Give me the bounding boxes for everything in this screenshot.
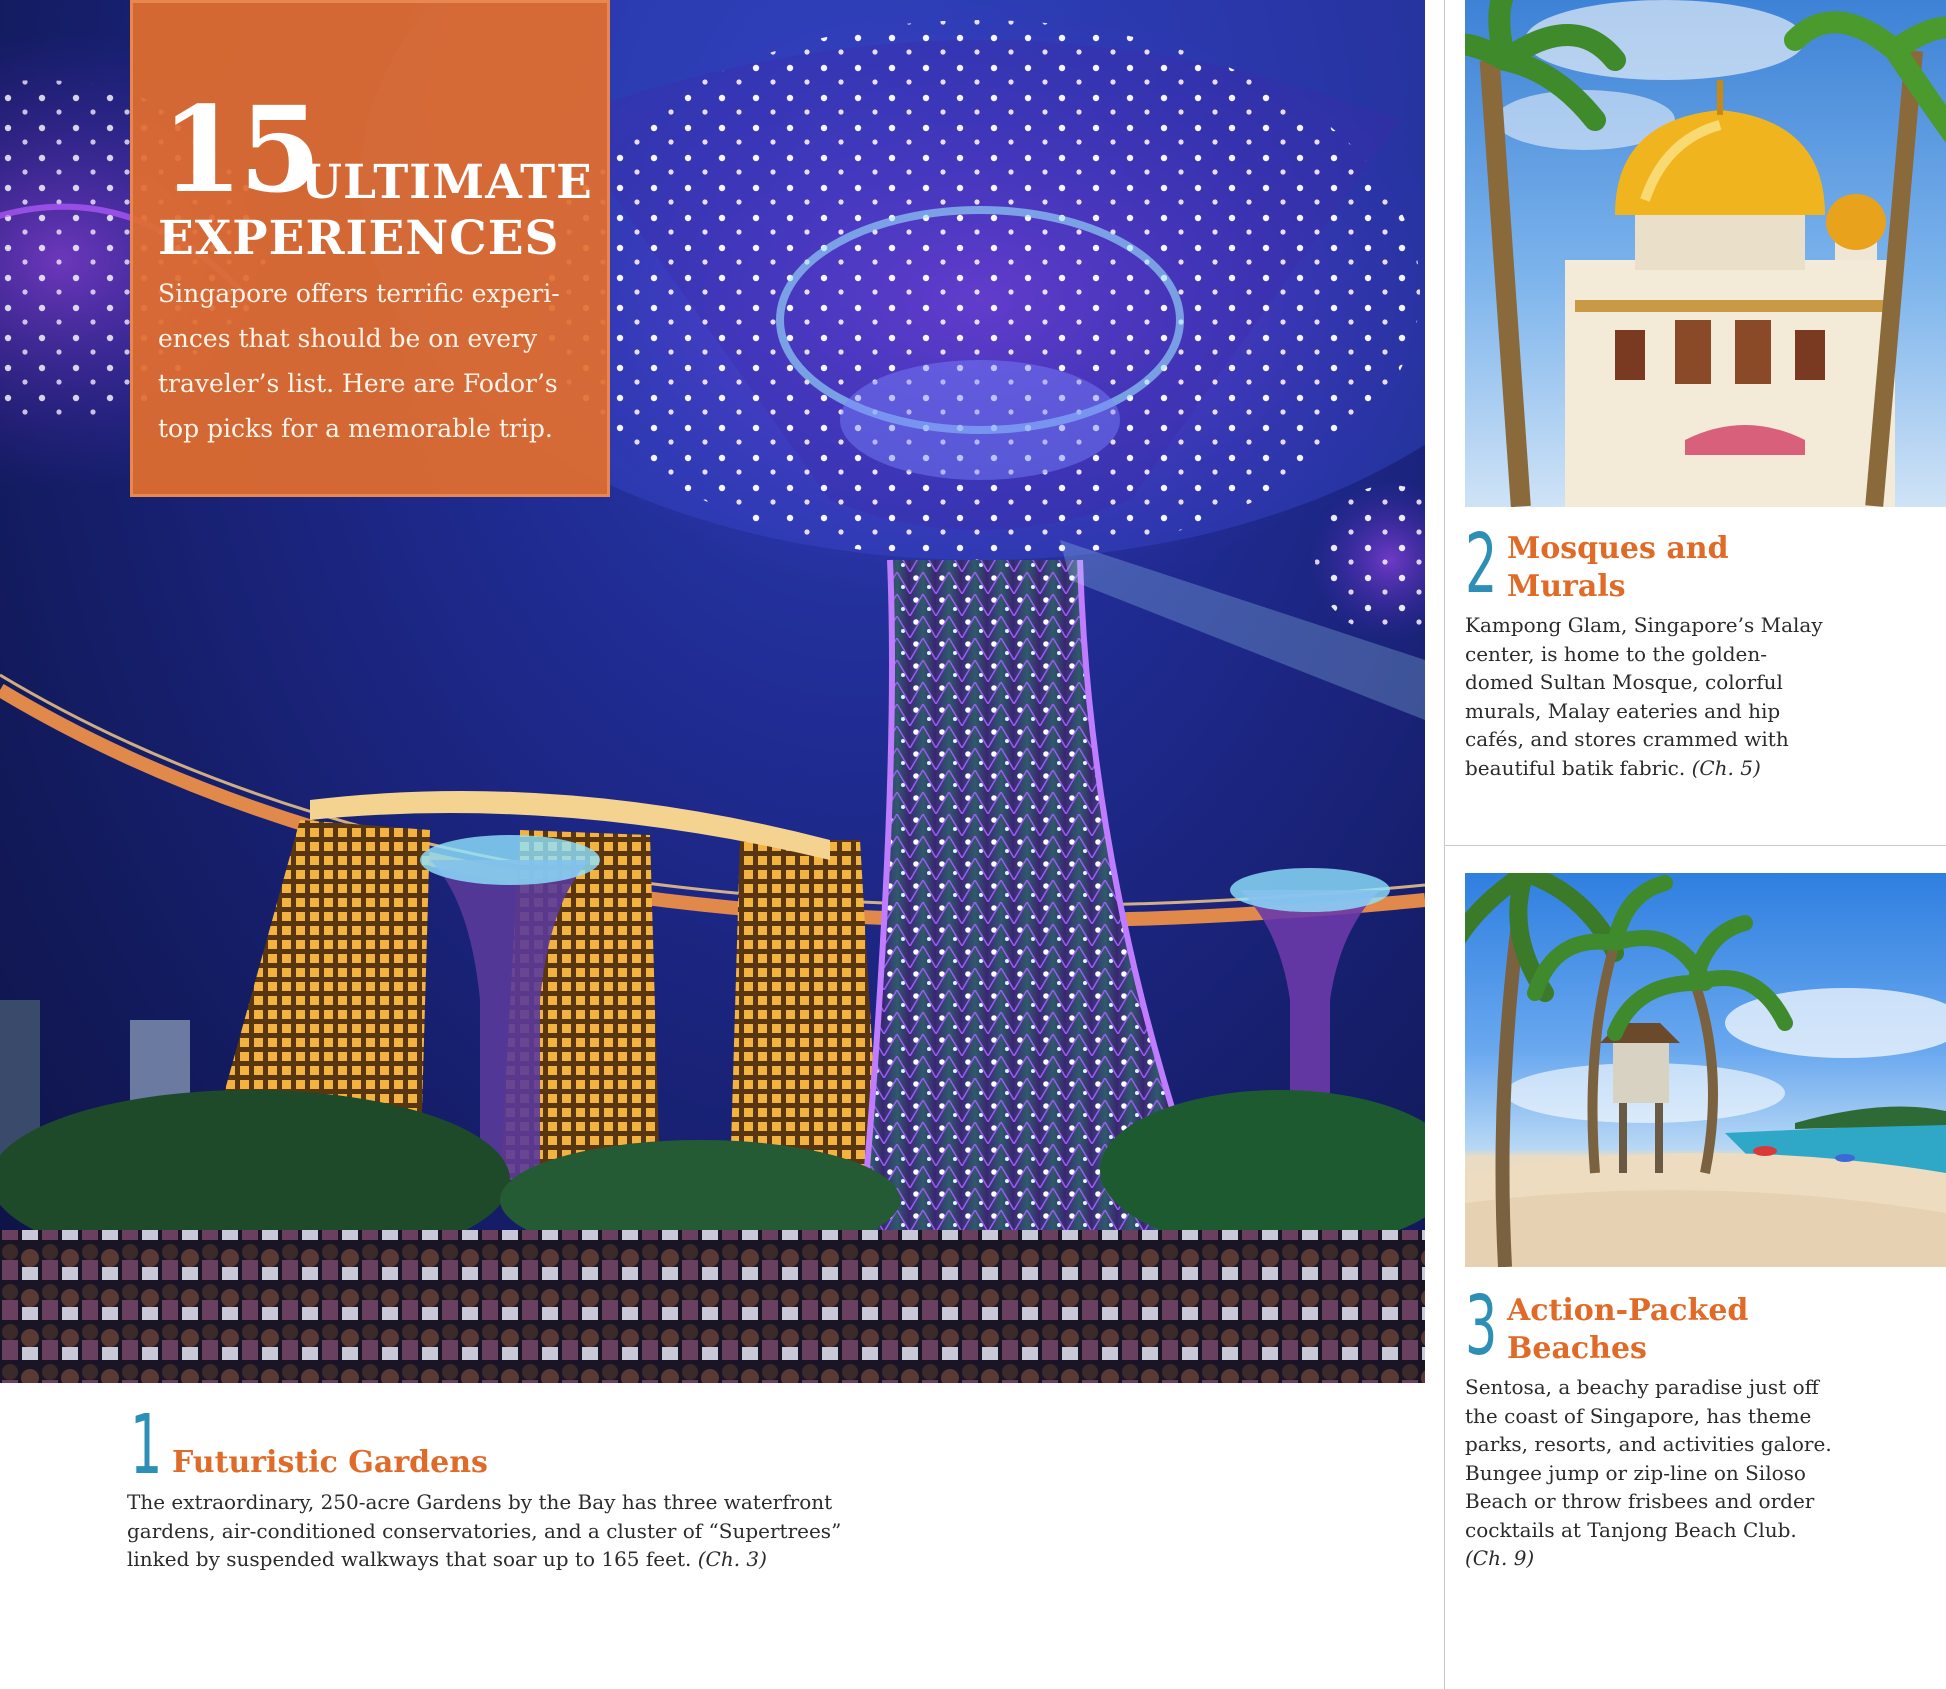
experience-3-title-line2: Beaches xyxy=(1507,1331,1647,1366)
section-divider xyxy=(1445,845,1946,846)
experience-2-number: 2 xyxy=(1465,517,1498,612)
intro-box xyxy=(130,0,610,497)
sentosa-beach-photo xyxy=(1465,873,1946,1267)
mosque-illustration xyxy=(1465,0,1946,507)
experience-3-number: 3 xyxy=(1465,1279,1498,1374)
intro-title-line1: ULTIMATE xyxy=(301,155,593,210)
beach-illustration xyxy=(1465,873,1946,1267)
sultan-mosque-photo xyxy=(1465,0,1946,507)
experience-1-chapter: (Ch. 3) xyxy=(697,1547,767,1571)
experience-3-text xyxy=(1465,1373,1845,1573)
intro-number: 15 xyxy=(161,80,318,219)
experience-1-number: 1 xyxy=(130,1398,163,1493)
experience-2-text xyxy=(1465,611,1825,782)
experience-3-chapter: (Ch. 9) xyxy=(1465,1546,1535,1570)
experience-2-chapter: (Ch. 5) xyxy=(1691,755,1761,780)
experience-3-description: Sentosa, a beachy paradise just off the coast of Singapore, has theme parks, resorts, and activities galore. Bungee jump or zip-line on Siloso Beach or throw frisbees and order cocktails at Tanjong Beach Club. xyxy=(1465,1375,1832,1542)
intro-text: Singapore offers terrific experi- ences that should be on every traveler’s list. Here are Fodor’s top picks for a memorable trip. xyxy=(158,279,560,443)
experience-3-title-line1: Action-Packed xyxy=(1507,1293,1749,1328)
experience-1-text xyxy=(127,1488,887,1574)
experience-2-title-line2: Murals xyxy=(1507,569,1626,604)
intro-title-line2: EXPERIENCES xyxy=(158,211,560,266)
experience-1-description: The extraordinary, 250-acre Gardens by the Bay has three waterfront gardens, air-conditioned conservatories, and a cluster of “Supertrees” linked by suspended walkways that soar up to 165 feet. xyxy=(127,1490,842,1571)
experience-2-description: Kampong Glam, Singapore’s Malay center, is home to the golden-domed Sultan Mosque, colorful murals, Malay eateries and hip cafés, and stores crammed with beautiful batik fabric. xyxy=(1465,613,1823,780)
experience-2-title-line1: Mosques and xyxy=(1507,531,1729,566)
experience-1-title: Futuristic Gardens xyxy=(172,1445,488,1480)
